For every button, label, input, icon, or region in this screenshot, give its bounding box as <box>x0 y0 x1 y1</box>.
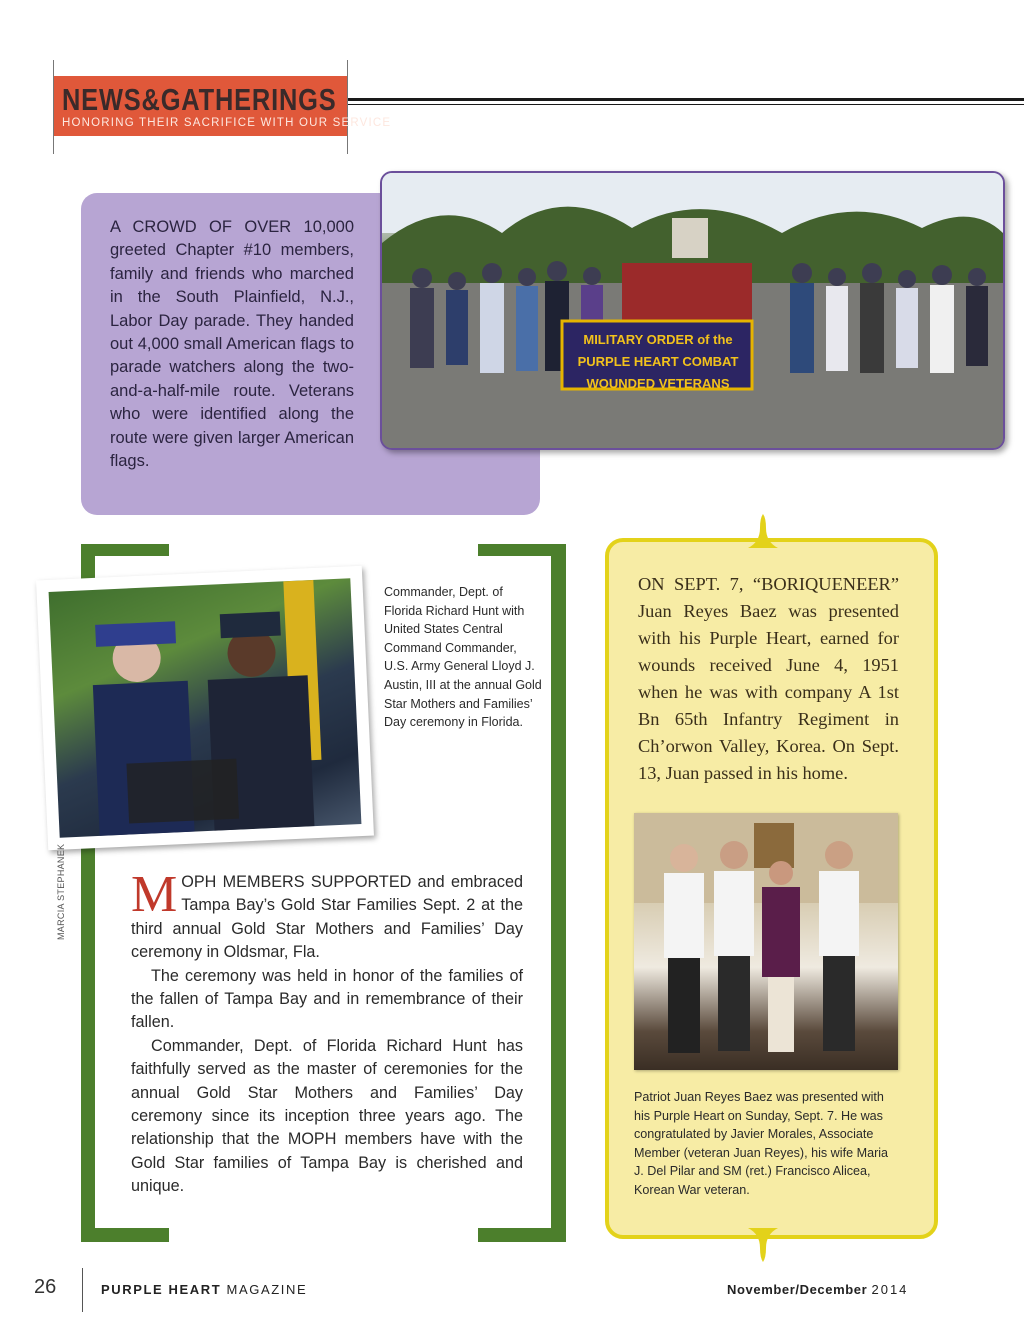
issue-months: November/December <box>727 1282 868 1297</box>
magazine-name <box>101 1282 307 1297</box>
story-goldstar-text <box>131 866 523 1199</box>
story-goldstar-para1: OPH MEMBERS SUPPORTED and embraced Tampa Bay’s Gold Star Families Sept. 2 at the third annual Gold Star Mothers and Families’ Day ceremony in Oldsmar, Fla. <box>131 873 523 962</box>
header-left-rule <box>53 60 54 154</box>
issue-year: 2014 <box>871 1282 909 1297</box>
page-number: 26 <box>34 1276 57 1298</box>
issue-date <box>727 1282 908 1297</box>
baez-photo-caption: Patriot Juan Reyes Baez was presented with his Purple Heart on Sunday, Sept. 7. He was congratulated by Javier Morales, Associate Member (veteran Juan Reyes), his wife Maria J. Del Pilar and SM (ret.) Francisco Alicea, Korean War veteran. <box>634 1090 889 1197</box>
header-rule-thin <box>348 104 1024 105</box>
photo-credit: MARCIA STEPHANEK <box>56 843 66 940</box>
green-frame-bottom-right <box>478 1228 566 1242</box>
ceremony-photo-caption: Commander, Dept. of Florida Richard Hunt with United States Central Command Commander, U.S. Army General Lloyd J. Austin, III at the annual Gold Star Mothers and Families’ Day ceremony in Florida. <box>384 585 542 730</box>
yellow-box-top-notch <box>748 514 778 548</box>
parade-photo <box>380 171 1005 450</box>
footer-divider <box>82 1268 83 1312</box>
magazine-name-rest: MAGAZINE <box>226 1282 308 1297</box>
ceremony-photo-image <box>49 578 362 837</box>
story-baez-text: ON SEPT. 7, “BORIQUENEER” Juan Reyes Baez was presented with his Purple Heart, earned for wounds received June 4, 1951 when he was with company A 1st Bn 65th Infantry Regiment in Ch’orwon Valley, Korea. On Sept. 13, Juan passed in his home. <box>638 574 899 783</box>
header-right-rule <box>347 60 348 154</box>
header-rule-thick <box>348 98 1024 101</box>
story-goldstar-para3: Commander, Dept. of Florida Richard Hunt has faithfully served as the master of ceremonies for the annual Gold Star Mothers and Families’ Day ceremony since its inception three years ago. The relationship that the MOPH members have with the Gold Star families of Tampa Bay is cherished and unique. <box>131 1036 523 1196</box>
parade-banner-text: MILITARY ORDER of the PURPLE HEART COMBAT WOUNDED VETERANS <box>577 332 739 391</box>
section-title: NEWS&GATHERINGS <box>62 82 337 117</box>
ceremony-photo <box>36 566 374 851</box>
baez-photo <box>634 813 898 1070</box>
drop-cap: M <box>131 866 178 923</box>
green-frame-right <box>551 544 566 1242</box>
section-subtitle: HONORING THEIR SACRIFICE WITH OUR SERVICE <box>62 117 392 129</box>
story-parade-text: A CROWD OF OVER 10,000 greeted Chapter #10 members, family and friends who marched in the South Plainfield, N.J., Labor Day parade. They handed out 4,000 small American flags to parade watchers along the two-and-a-half-mile route. Veterans who were identified along the route were given larger American flags. <box>110 218 354 471</box>
yellow-box-bottom-notch <box>748 1228 778 1262</box>
green-frame-bottom-left <box>81 1228 169 1242</box>
story-goldstar-para2: The ceremony was held in honor of the families of the fallen of Tampa Bay and in remembrance of their fallen. <box>131 966 523 1032</box>
magazine-name-bold: PURPLE HEART <box>101 1282 222 1297</box>
